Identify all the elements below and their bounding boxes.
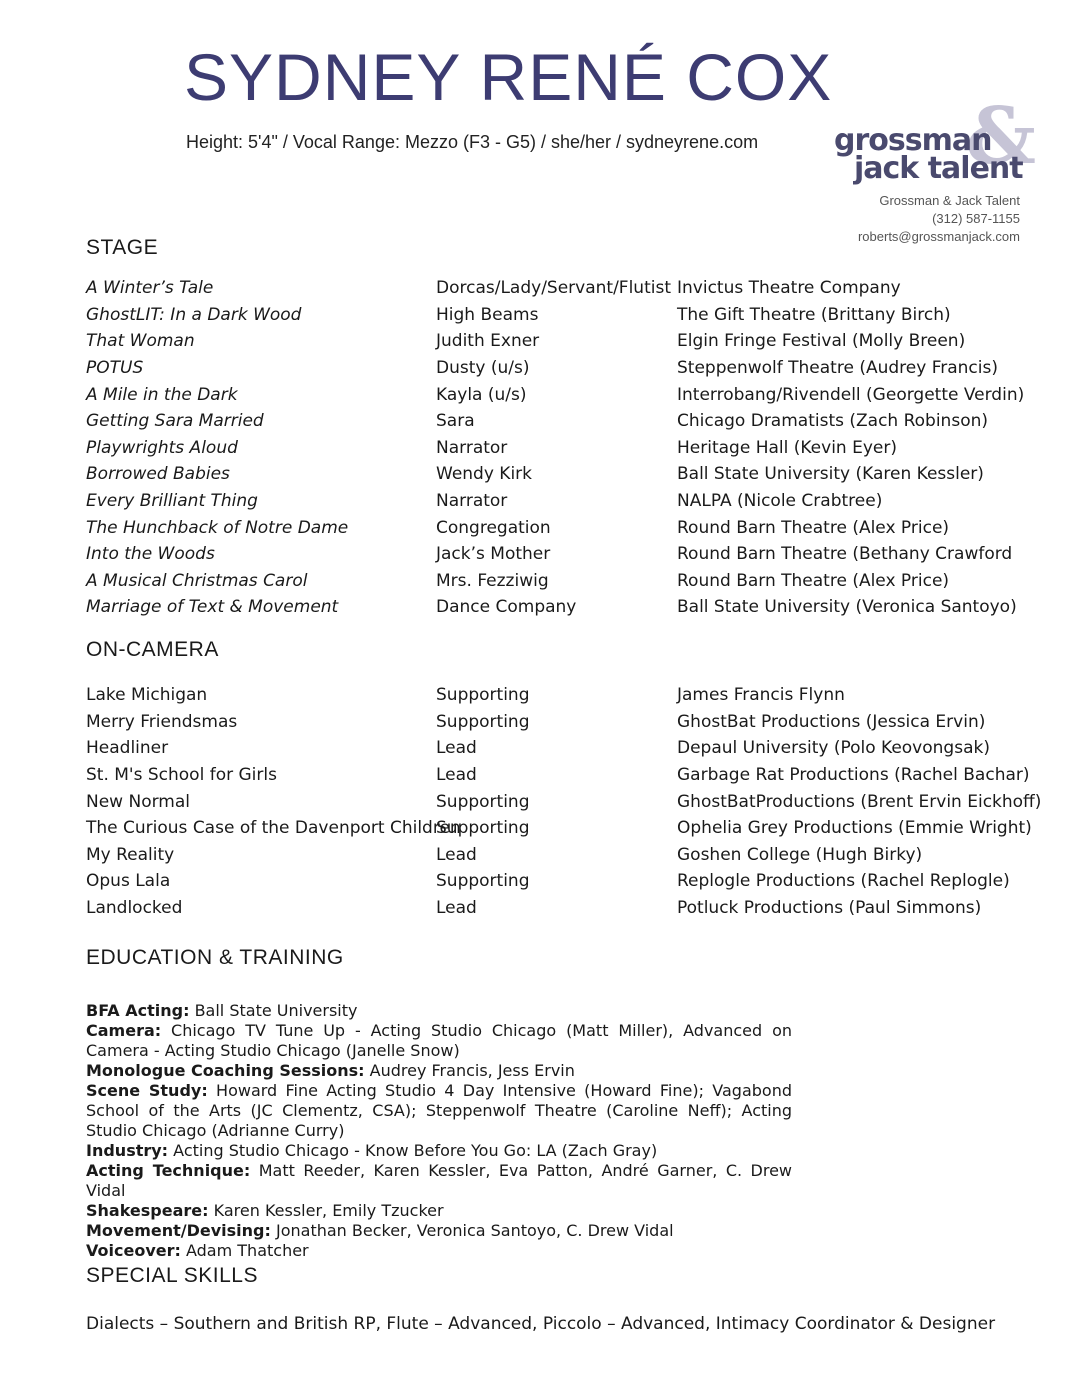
training-item xyxy=(86,1081,792,1141)
training-text: Acting Studio Chicago - Know Before You Go: LA (Zach Gray) xyxy=(168,1141,658,1160)
credit-company: GhostBat Productions (Jessica Ervin) xyxy=(677,711,986,732)
credit-title: Playwrights Aloud xyxy=(86,437,238,458)
training-text: Chicago TV Tune Up - Acting Studio Chicago (Matt Miller), Advanced on Camera - Acting Studio Chicago (Janelle Snow) xyxy=(86,1021,792,1060)
credit-company: Heritage Hall (Kevin Eyer) xyxy=(677,437,897,458)
credit-company: Ophelia Grey Productions (Emmie Wright) xyxy=(677,818,1032,839)
credit-role: Congregation xyxy=(436,517,551,538)
credit-company: GhostBatProductions (Brent Ervin Eickhoff) xyxy=(677,791,1042,812)
credit-role: Wendy Kirk xyxy=(436,464,533,485)
credit-company: Ball State University (Karen Kessler) xyxy=(677,464,984,485)
agency-name: Grossman & Jack Talent xyxy=(879,193,1020,208)
credit-row xyxy=(86,735,1037,762)
credit-title: Getting Sara Married xyxy=(86,411,264,432)
credit-row xyxy=(86,435,1037,462)
training-text: Matt Reeder, Karen Kessler, Eva Patton, André Garner, C. Drew Vidal xyxy=(86,1161,793,1200)
actor-details: Height: 5'4" / Vocal Range: Mezzo (F3 - G5) / she/her / sydneyrene.com xyxy=(186,132,759,152)
education-list xyxy=(86,1001,792,1261)
credit-row xyxy=(86,895,1037,922)
training-text: Audrey Francis, Jess Ervin xyxy=(364,1061,575,1080)
credit-row xyxy=(86,682,1037,709)
credit-role: High Beams xyxy=(436,304,539,325)
credit-title: My Reality xyxy=(86,844,175,865)
credit-role: Dusty (u/s) xyxy=(436,358,530,379)
training-item xyxy=(86,1241,792,1261)
credit-company: NALPA (Nicole Crabtree) xyxy=(677,491,883,512)
credit-row xyxy=(86,328,1037,355)
credit-company: Replogle Productions (Rachel Replogle) xyxy=(677,871,1010,892)
credit-role: Sara xyxy=(436,411,475,432)
credit-title: St. M's School for Girls xyxy=(86,765,277,786)
training-text: Howard Fine Acting Studio 4 Day Intensive (Howard Fine); Vagabond School of the Arts (JC Clementz, CSA); Steppenwolf Theatre (Caroline Neff); Acting Studio Chicago (Adrianne Curry) xyxy=(86,1081,792,1140)
training-item xyxy=(86,1001,792,1021)
credit-row xyxy=(86,275,1037,302)
training-item xyxy=(86,1201,792,1221)
credit-company: The Gift Theatre (Brittany Birch) xyxy=(677,304,951,325)
credit-company: Goshen College (Hugh Birky) xyxy=(677,844,923,865)
agency-block xyxy=(818,91,1036,246)
agency-email: roberts@grossmanjack.com xyxy=(857,229,1020,244)
credit-role: Supporting xyxy=(436,711,530,732)
credit-title: Borrowed Babies xyxy=(86,464,230,485)
credit-role: Dorcas/Lady/Servant/Flutist xyxy=(436,278,671,299)
credit-role: Supporting xyxy=(436,685,530,706)
credit-row xyxy=(86,408,1037,435)
credit-role: Narrator xyxy=(436,437,508,458)
credit-title: New Normal xyxy=(86,791,190,812)
training-item xyxy=(86,1221,792,1241)
credit-role: Dance Company xyxy=(436,597,577,618)
training-label: Movement/Devising: xyxy=(86,1221,271,1240)
training-text: Jonathan Becker, Veronica Santoyo, C. Drew Vidal xyxy=(270,1221,674,1240)
training-label: Shakespeare: xyxy=(86,1201,209,1220)
credit-row xyxy=(86,709,1037,736)
credit-role: Mrs. Fezziwig xyxy=(436,570,549,591)
credit-role: Supporting xyxy=(436,818,530,839)
credit-company: Round Barn Theatre (Bethany Crawford xyxy=(677,544,1013,565)
training-item xyxy=(86,1161,792,1201)
training-item xyxy=(86,1061,792,1081)
credit-title: Marriage of Text & Movement xyxy=(86,597,339,618)
credit-role: Supporting xyxy=(436,791,530,812)
credit-role: Jack’s Mother xyxy=(436,544,551,565)
on-camera-heading: ON-CAMERA xyxy=(86,638,219,661)
credit-row xyxy=(86,514,1037,541)
agency-phone: (312) 587-1155 xyxy=(932,211,1020,226)
credit-company: Potluck Productions (Paul Simmons) xyxy=(677,898,982,919)
credit-title: Landlocked xyxy=(86,898,183,919)
credit-title: POTUS xyxy=(86,358,144,379)
training-text: Ball State University xyxy=(189,1001,358,1020)
credit-row xyxy=(86,488,1037,515)
credit-row xyxy=(86,815,1037,842)
credit-row xyxy=(86,461,1037,488)
credit-row xyxy=(86,842,1037,869)
credit-title: The Curious Case of the Davenport Children xyxy=(86,818,461,839)
training-label: Camera: xyxy=(86,1021,162,1040)
credit-company: Chicago Dramatists (Zach Robinson) xyxy=(677,411,988,432)
credit-row xyxy=(86,762,1037,789)
credit-row xyxy=(86,568,1037,595)
credit-company: Round Barn Theatre (Alex Price) xyxy=(677,517,950,538)
credit-title: A Mile in the Dark xyxy=(86,384,238,405)
credit-title: That Woman xyxy=(86,331,195,352)
credit-company: Garbage Rat Productions (Rachel Bachar) xyxy=(677,765,1030,786)
credit-title: A Musical Christmas Carol xyxy=(86,570,308,591)
credit-title: The Hunchback of Notre Dame xyxy=(86,517,349,538)
credit-row xyxy=(86,788,1042,815)
credit-title: GhostLIT: In a Dark Wood xyxy=(86,304,302,325)
credit-role: Lead xyxy=(436,765,477,786)
training-item xyxy=(86,1021,792,1061)
credit-title: Into the Woods xyxy=(86,544,215,565)
credit-row xyxy=(86,355,1037,382)
training-text: Adam Thatcher xyxy=(180,1241,309,1260)
credit-row xyxy=(86,381,1037,408)
credit-role: Lead xyxy=(436,898,477,919)
training-label: Monologue Coaching Sessions: xyxy=(86,1061,365,1080)
training-item xyxy=(86,1141,792,1161)
credit-company: Round Barn Theatre (Alex Price) xyxy=(677,570,950,591)
credit-company: Elgin Fringe Festival (Molly Breen) xyxy=(677,331,966,352)
credit-company: Interrobang/Rivendell (Georgette Verdin) xyxy=(677,384,1025,405)
training-label: Voiceover: xyxy=(86,1241,181,1260)
credit-company: Invictus Theatre Company xyxy=(677,278,901,299)
credit-title: Merry Friendsmas xyxy=(86,711,238,732)
training-label: Scene Study: xyxy=(86,1081,208,1100)
agency-logo-ampersand: & xyxy=(965,91,1036,182)
agency-logo-word-grossman: grossman xyxy=(834,123,992,158)
credit-company: Ball State University (Veronica Santoyo) xyxy=(677,597,1017,618)
on-camera-credits xyxy=(86,682,1042,921)
special-skills-heading: SPECIAL SKILLS xyxy=(86,1264,258,1287)
credit-role: Kayla (u/s) xyxy=(436,384,527,405)
training-label: Acting Technique: xyxy=(86,1161,251,1180)
training-label: Industry: xyxy=(86,1141,169,1160)
credit-row xyxy=(86,594,1037,621)
agency-logo xyxy=(818,91,1036,192)
credit-row xyxy=(86,302,1037,329)
credit-role: Supporting xyxy=(436,871,530,892)
credit-title: Every Brilliant Thing xyxy=(86,491,258,512)
credit-role: Lead xyxy=(436,844,477,865)
credit-company: Depaul University (Polo Keovongsak) xyxy=(677,738,990,759)
credit-title: A Winter’s Tale xyxy=(86,278,214,299)
credit-row xyxy=(86,868,1037,895)
training-text: Karen Kessler, Emily Tzucker xyxy=(208,1201,444,1220)
agency-logo-word-jack-talent: jack talent xyxy=(854,151,1023,186)
actor-name: SYDNEY RENÉ COX xyxy=(184,40,833,114)
credit-title: Opus Lala xyxy=(86,871,171,892)
credit-role: Narrator xyxy=(436,491,508,512)
credit-role: Lead xyxy=(436,738,477,759)
credit-role: Judith Exner xyxy=(436,331,540,352)
stage-credits xyxy=(86,275,1037,621)
special-skills-text: Dialects – Southern and British RP, Flute – Advanced, Piccolo – Advanced, Intimacy Coordinator & Designer xyxy=(86,1314,996,1334)
training-label: BFA Acting: xyxy=(86,1001,190,1020)
credit-company: James Francis Flynn xyxy=(677,685,845,706)
education-heading: EDUCATION & TRAINING xyxy=(86,946,344,969)
stage-heading: STAGE xyxy=(86,236,159,259)
credit-title: Headliner xyxy=(86,738,169,759)
credit-title: Lake Michigan xyxy=(86,685,208,706)
credit-company: Steppenwolf Theatre (Audrey Francis) xyxy=(677,358,998,379)
credit-row xyxy=(86,541,1037,568)
